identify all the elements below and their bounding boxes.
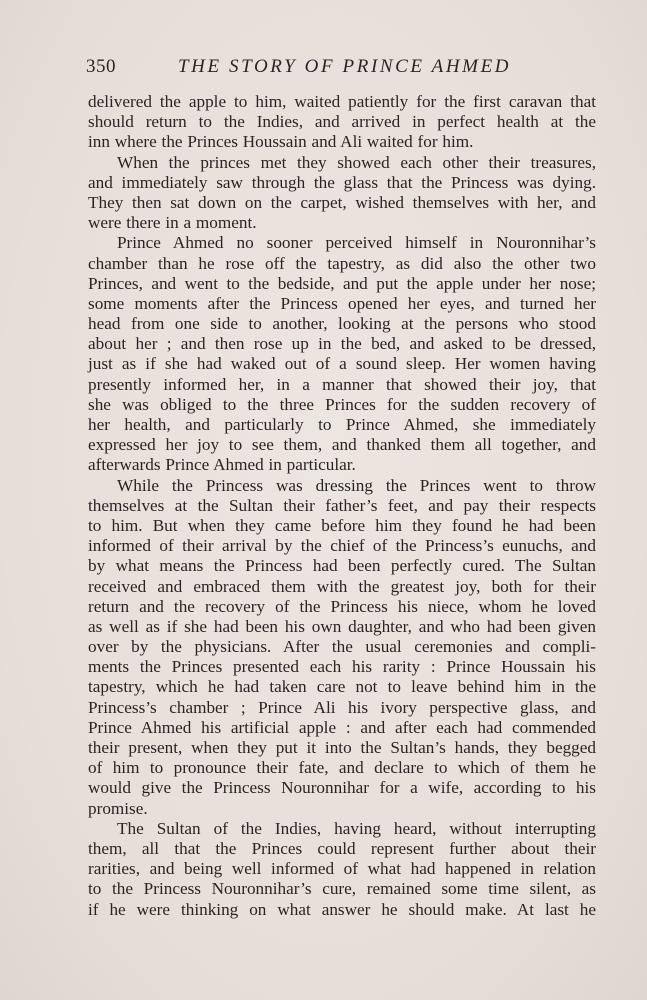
text-line: head from one side to another, looking at the persons who stood [88, 314, 596, 334]
text-line: themselves at the Sultan their father’s feet, and pay their respects [88, 495, 596, 515]
text-line: promise. [88, 798, 148, 818]
text-line: she was obliged to the three Princes for the sudden recovery of [88, 394, 596, 414]
text-line: tapestry, which he had taken care not to leave behind him in the [88, 677, 596, 697]
text-line: Princess’s chamber ; Prince Ali his ivory perspective glass, and [88, 697, 596, 717]
text-line: afterwards Prince Ahmed in particular. [88, 455, 356, 475]
text-line: about her ; and then rose up in the bed, and asked to be dressed, [88, 334, 596, 354]
text-line: received and embraced them with the greatest joy, both for their [88, 576, 596, 596]
text-line: They then sat down on the carpet, wished themselves with her, and [88, 192, 596, 212]
text-line: informed of their arrival by the chief of the Princess’s eunuchs, and [88, 536, 596, 556]
text-line: expressed her joy to see them, and thanked them all together, and [88, 435, 596, 455]
text-line: Princes, and went to the bedside, and put the apple under her nose; [88, 273, 596, 293]
text-line: rarities, and being well informed of what had happened in relation [88, 859, 596, 879]
running-title: THE STORY OF PRINCE AHMED [178, 56, 512, 77]
text-line: return and the recovery of the Princess his niece, whom he loved [88, 596, 596, 616]
text-line: to the Princess Nouronnihar’s cure, remained some time silent, as [88, 879, 596, 899]
page-number: 350 [86, 56, 116, 77]
page-header [86, 56, 597, 82]
text-line: and immediately saw through the glass that the Princess was dying. [88, 172, 596, 192]
text-line: While the Princess was dressing the Princes went to throw [117, 475, 596, 495]
text-line: presently informed her, in a manner that showed their joy, that [88, 374, 596, 394]
text-line: should return to the Indies, and arrived in perfect health at the [88, 112, 596, 132]
text-line: just as if she had waked out of a sound sleep. Her women having [88, 354, 596, 374]
text-line: were there in a moment. [88, 213, 257, 233]
text-line: inn where the Princes Houssain and Ali waited for him. [88, 132, 474, 152]
text-line: to him. But when they came before him they found he had been [88, 515, 596, 535]
text-line: When the princes met they showed each other their treasures, [117, 152, 596, 172]
text-line: some moments after the Princess opened her eyes, and turned her [88, 293, 596, 313]
text-line: them, all that the Princes could represent further about their [88, 838, 596, 858]
text-line: delivered the apple to him, waited patiently for the first caravan that [88, 92, 596, 111]
text-line: Prince Ahmed no sooner perceived himself in Nouronnihar’s [117, 233, 596, 253]
text-line: chamber than he rose off the tapestry, as did also the other two [88, 253, 596, 273]
text-line: their present, when they put it into the Sultan’s hands, they begged [88, 738, 596, 757]
text-line: ments the Princes presented each his rarity : Prince Houssain his [88, 657, 596, 677]
text-line: Prince Ahmed his artificial apple : and after each had commended [88, 717, 596, 737]
text-line: if he were thinking on what answer he should make. At last he [88, 899, 596, 919]
text-line: over by the physicians. After the usual ceremonies and compli- [88, 637, 596, 657]
text-line: of him to pronounce their fate, and declare to which of them he [88, 758, 596, 778]
text-line: her health, and particularly to Prince Ahmed, she immediately [88, 415, 596, 434]
text-line: as well as if she had been his own daughter, and who had been given [88, 616, 596, 636]
text-line: The Sultan of the Indies, having heard, without interrupting [117, 818, 596, 838]
text-line: by what means the Princess had been perfectly cured. The Sultan [88, 556, 596, 576]
body-text [88, 92, 596, 920]
text-line: would give the Princess Nouronnihar for a wife, according to his [88, 778, 596, 798]
